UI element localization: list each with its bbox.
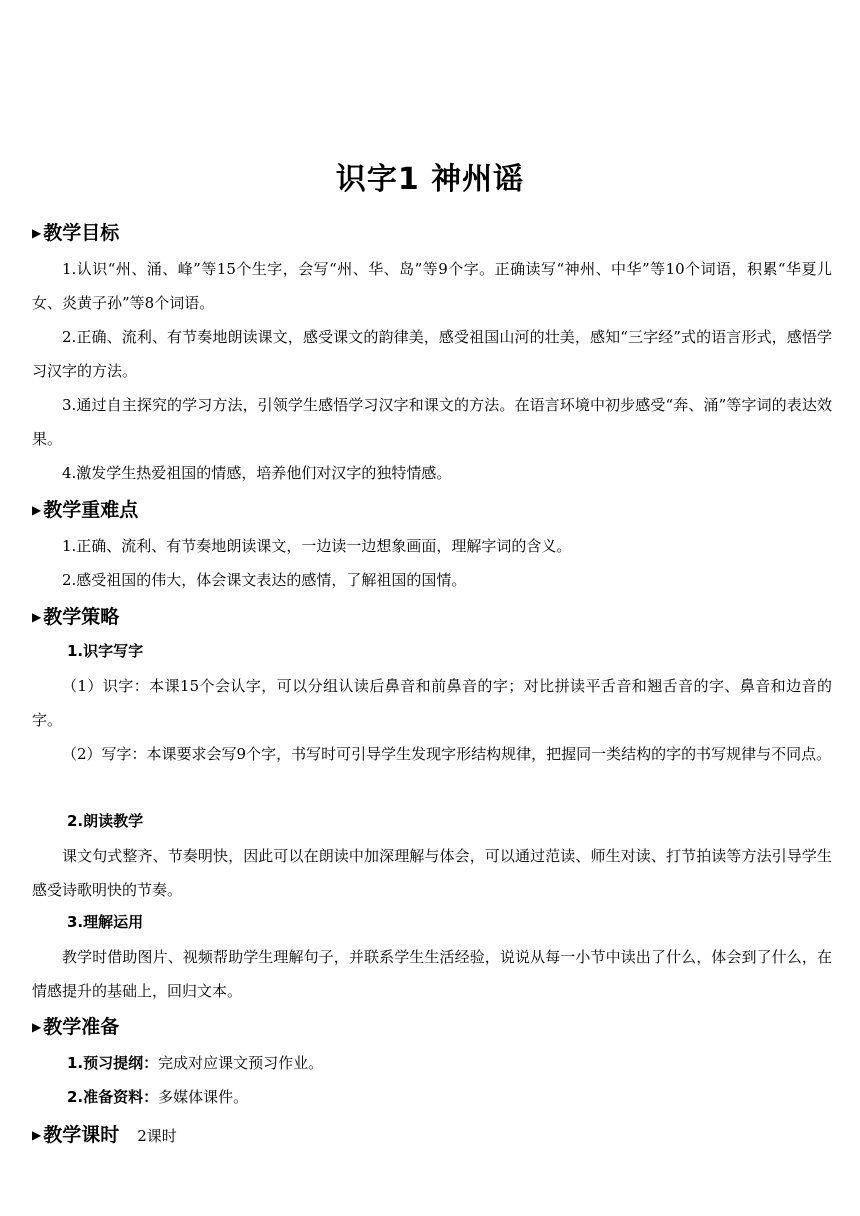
triangle-bullet-icon: ▶ <box>32 1128 42 1142</box>
triangle-bullet-icon: ▶ <box>32 226 42 240</box>
section-heading-preparation: ▶ 教学准备 <box>32 1016 120 1038</box>
strategy-paragraph-2: 课文句式整齐、节奏明快，因此可以在朗读中加深理解与体会，可以通过范读、师生对读、打节拍读等方法引导学生感受诗歌明快的节奏。 <box>32 847 832 899</box>
page-title: 识字1 神州谣 <box>335 162 525 197</box>
preparation-item-2 <box>67 1086 248 1107</box>
strategy-subheading-1: 1.识字写字 <box>67 642 144 660</box>
strategy-subheading-2: 2.朗读教学 <box>67 812 144 830</box>
preparation-item-2-text: 多媒体课件。 <box>158 1088 249 1106</box>
section-heading-period: ▶ 教学课时 2课时 <box>32 1124 177 1146</box>
section-heading-key-points: ▶ 教学重难点 <box>32 499 139 521</box>
objective-item-1: 1.认识“州、涌、峰”等15个生字，会写“州、华、岛”等9个字。正确读写“神州、中华”等10个词语，积累“华夏儿女、炎黄子孙”等8个词语。 <box>32 260 832 312</box>
strategy-paragraph-1b: （2）写字：本课要求会写9个字，书写时可引导学生发现字形结构规律，把握同一类结构的字的书写规律与不同点。 <box>62 745 832 763</box>
objective-item-4: 4.激发学生热爱祖国的情感，培养他们对汉字的独特情感。 <box>62 464 452 482</box>
preparation-item-2-label: 2.准备资料： <box>67 1088 159 1106</box>
triangle-bullet-icon: ▶ <box>32 1020 42 1034</box>
triangle-bullet-icon: ▶ <box>32 503 42 517</box>
strategy-subheading-3: 3.理解运用 <box>67 913 144 931</box>
strategy-paragraph-3: 教学时借助图片、视频帮助学生理解句子，并联系学生生活经验，说说从每一小节中读出了什么，体会到了什么，在情感提升的基础上，回归文本。 <box>32 948 832 1000</box>
preparation-item-1-label: 1.预习提纲： <box>67 1054 159 1072</box>
preparation-item-1-text: 完成对应课文预习作业。 <box>158 1054 324 1072</box>
key-point-item-1: 1.正确、流利、有节奏地朗读课文，一边读一边想象画面，理解字词的含义。 <box>62 537 572 555</box>
key-point-item-2: 2.感受祖国的伟大，体会课文表达的感情，了解祖国的国情。 <box>62 571 467 589</box>
section-heading-objectives: ▶ 教学目标 <box>32 222 120 244</box>
period-value: 2课时 <box>137 1127 177 1145</box>
preparation-item-1 <box>67 1052 323 1073</box>
section-heading-strategy: ▶ 教学策略 <box>32 606 120 628</box>
strategy-paragraph-1a: （1）识字：本课15个会认字，可以分组认读后鼻音和前鼻音的字；对比拼读平舌音和翘舌音的字、鼻音和边音的字。 <box>32 677 832 729</box>
objective-item-2: 2.正确、流利、有节奏地朗读课文，感受课文的韵律美，感受祖国山河的壮美，感知“三字经”式的语言形式，感悟学习汉字的方法。 <box>32 328 832 380</box>
objective-item-3: 3.通过自主探究的学习方法，引领学生感悟学习汉字和课文的方法。在语言环境中初步感受“奔、涌”等字词的表达效果。 <box>32 396 832 448</box>
triangle-bullet-icon: ▶ <box>32 610 42 624</box>
